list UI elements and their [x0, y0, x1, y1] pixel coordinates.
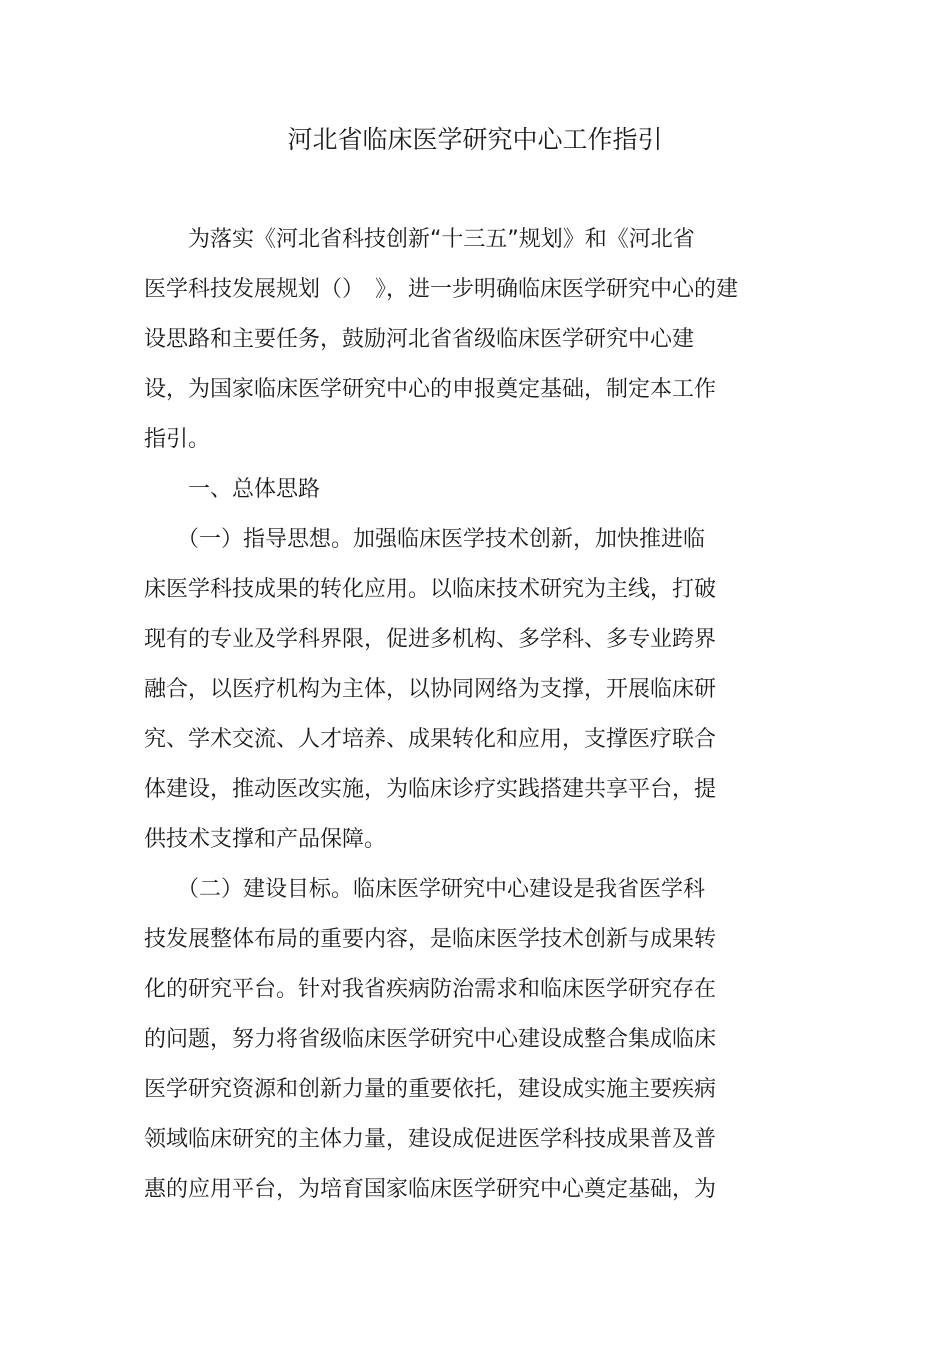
paragraph-line: 领域临床研究的主体力量，建设成促进医学科技成果普及普	[144, 1127, 717, 1152]
paragraph-line: 为落实《河北省科技创新“十三五”规划》和《河北省	[144, 227, 695, 252]
paragraph-line: （一）指导思想。加强临床医学技术创新，加快推进临	[144, 527, 706, 552]
section-heading: 一、总体思路	[144, 477, 321, 502]
paragraph-line: 现有的专业及学科界限，促进多机构、多学科、多专业跨界	[144, 627, 717, 652]
paragraph-line: 究、学术交流、人才培养、成果转化和应用，支撑医疗联合	[144, 727, 717, 752]
paragraph-line: （二）建设目标。临床医学研究中心建设是我省医学科	[144, 877, 706, 902]
paragraph-line: 供技术支撑和产品保障。	[144, 827, 387, 852]
paragraph-line: 设，为国家临床医学研究中心的申报奠定基础，制定本工作	[144, 377, 717, 402]
paragraph-line: 指引。	[144, 427, 211, 452]
paragraph-line: 融合，以医疗机构为主体，以协同网络为支撑，开展临床研	[144, 677, 717, 702]
document-title: 河北省临床医学研究中心工作指引	[287, 125, 663, 154]
paragraph-line: 体建设，推动医改实施，为临床诊疗实践搭建共享平台，提	[144, 777, 717, 802]
paragraph-line: 技发展整体布局的重要内容，是临床医学技术创新与成果转	[144, 927, 717, 952]
paragraph-line: 床医学科技成果的转化应用。以临床技术研究为主线，打破	[144, 577, 717, 602]
paragraph-line: 化的研究平台。针对我省疾病防治需求和临床医学研究存在	[144, 977, 717, 1002]
paragraph-line: 设思路和主要任务，鼓励河北省省级临床医学研究中心建	[144, 327, 695, 352]
paragraph-line: 医学研究资源和创新力量的重要依托，建设成实施主要疾病	[144, 1077, 717, 1102]
paragraph-line: 惠的应用平台，为培育国家临床医学研究中心奠定基础，为	[144, 1177, 717, 1202]
paragraph-line: 医学科技发展规划（） 》，进一步明确临床医学研究中心的建	[144, 277, 739, 302]
paragraph-line: 的问题，努力将省级临床医学研究中心建设成整合集成临床	[144, 1027, 717, 1052]
